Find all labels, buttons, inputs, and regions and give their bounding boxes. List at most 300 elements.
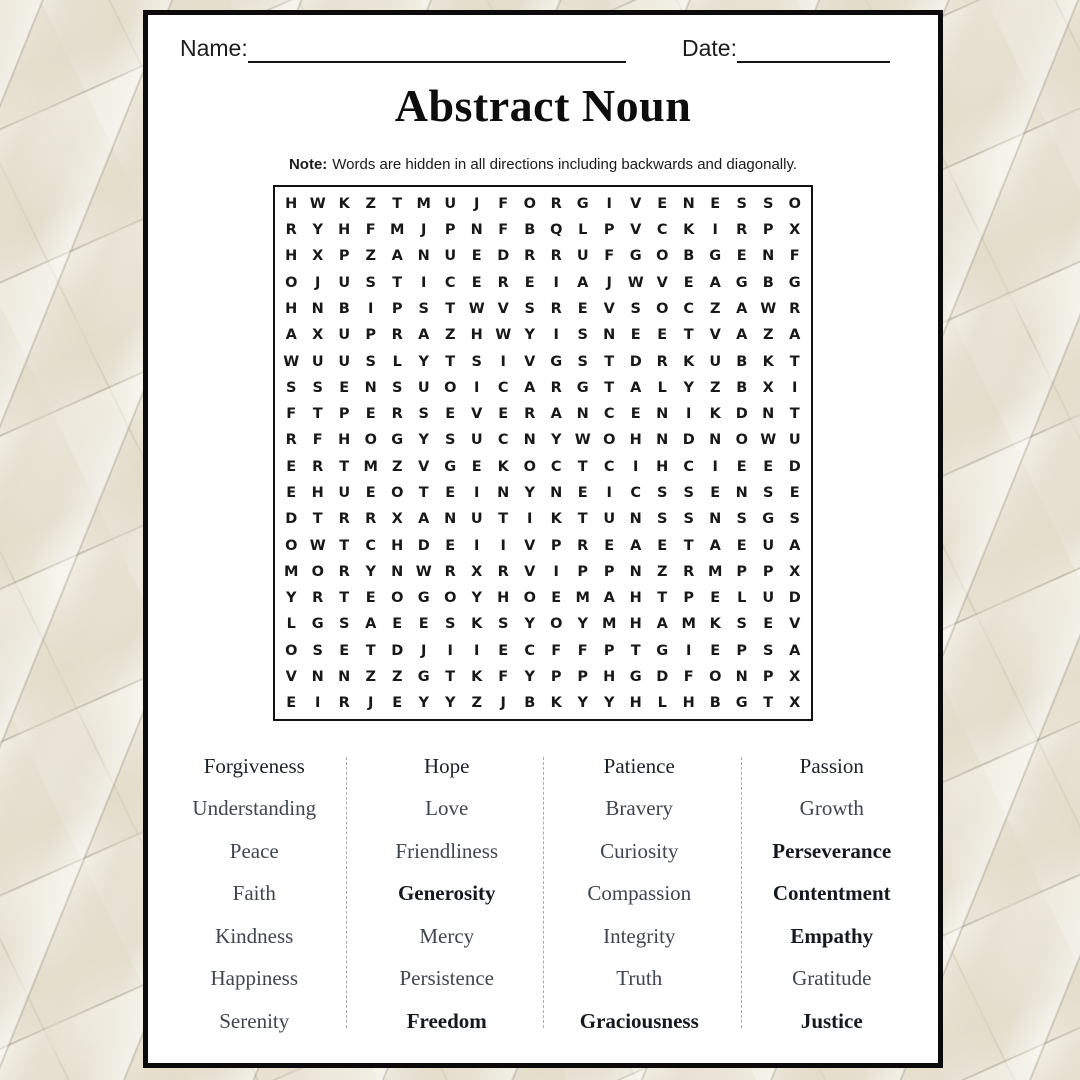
word-list-item: Generosity (397, 881, 496, 906)
word-list-item: Perseverance (772, 838, 892, 863)
grid-cell: T (683, 327, 694, 344)
grid-cell: E (710, 485, 721, 501)
grid-cell: Y (577, 695, 588, 712)
grid-cell: A (365, 616, 377, 633)
grid-cell: Y (524, 669, 535, 686)
grid-cell: K (550, 695, 562, 712)
grid-cell: N (391, 563, 404, 580)
word-list-item: Faith (232, 881, 276, 906)
grid-cell: V (471, 406, 483, 423)
grid-cell: Y (418, 353, 429, 370)
grid-cell: D (417, 537, 430, 554)
grid-cell: E (286, 458, 297, 475)
grid-cell: N (762, 248, 775, 265)
grid-cell: B (709, 695, 721, 712)
grid-cell: S (577, 327, 588, 344)
grid-cell: L (737, 590, 747, 607)
grid-cell: M (602, 616, 617, 633)
grid-cell: J (500, 695, 506, 712)
grid-cell: A (656, 616, 668, 633)
grid-cell: H (338, 222, 351, 239)
grid-cell: I (606, 485, 612, 501)
grid-cell: X (471, 563, 483, 580)
grid-cell: G (709, 248, 722, 265)
grid-cell: E (392, 616, 403, 633)
word-list-item: Gratitude (792, 966, 872, 991)
grid-cell: D (682, 432, 695, 449)
grid-cell: R (285, 222, 297, 239)
grid-cell: K (709, 406, 721, 423)
grid-cell: C (656, 222, 668, 239)
grid-cell: N (735, 485, 748, 501)
word-list-item: Growth (799, 796, 864, 821)
grid-cell: R (391, 406, 403, 423)
grid-cell: L (657, 379, 667, 396)
grid-cell: Y (524, 485, 535, 501)
grid-cell: K (471, 616, 483, 633)
grid-cell: N (550, 485, 563, 501)
grid-cell: R (391, 327, 403, 344)
grid-cell: E (763, 616, 774, 633)
grid-cell: B (736, 379, 748, 396)
grid-cell: I (633, 458, 639, 475)
grid-cell: S (577, 353, 588, 370)
word-list-item: Bravery (605, 796, 674, 821)
grid-cell: O (285, 537, 298, 554)
grid-cell: A (789, 327, 801, 344)
grid-cell: O (285, 642, 298, 659)
grid-cell: N (629, 563, 642, 580)
word-list-item: Hope (424, 753, 470, 778)
grid-cell: R (338, 511, 350, 528)
grid-cell: T (445, 353, 456, 370)
grid-cell: S (763, 642, 774, 659)
grid-cell: A (524, 379, 536, 396)
grid-cell: C (524, 642, 536, 659)
grid-cell: G (311, 616, 324, 633)
grid-cell: E (445, 406, 456, 423)
grid-cell: Y (445, 695, 456, 712)
grid-cell: Y (683, 379, 694, 396)
grid-cell: F (683, 669, 694, 686)
grid-cell: W (415, 563, 432, 580)
grid-cell: I (368, 300, 374, 317)
grid-cell: T (445, 669, 456, 686)
grid-cell: O (311, 563, 324, 580)
grid-cell: I (527, 511, 533, 528)
grid-cell: V (524, 537, 536, 554)
grid-cell: P (603, 222, 615, 239)
grid-row (278, 585, 808, 611)
grid-cell: G (444, 458, 457, 475)
grid-cell: E (445, 537, 456, 554)
grid-cell: E (657, 195, 668, 212)
header (148, 15, 938, 63)
grid-row (278, 532, 808, 558)
grid-cell: N (682, 195, 695, 212)
grid-cell: C (444, 274, 456, 291)
grid-cell: K (471, 669, 483, 686)
date-input-line[interactable] (737, 39, 890, 63)
grid-cell: J (421, 642, 427, 659)
grid-cell: W (283, 353, 300, 370)
grid-cell: G (656, 642, 669, 659)
grid-cell: A (630, 379, 642, 396)
grid-cell: N (709, 511, 722, 528)
grid-cell: J (315, 274, 321, 291)
grid-cell: Z (365, 669, 376, 686)
grid-cell: G (576, 379, 589, 396)
grid-cell: N (338, 669, 351, 686)
grid-cell: Y (551, 432, 562, 449)
word-list-item: Forgiveness (203, 753, 305, 778)
grid-cell: E (471, 274, 482, 291)
grid-cell: I (421, 274, 427, 291)
grid-cell: V (630, 195, 642, 212)
grid-cell: R (312, 590, 324, 607)
grid-cell: N (470, 222, 483, 239)
grid-row (278, 611, 808, 637)
grid-cell: N (444, 511, 457, 528)
grid-row (278, 454, 808, 480)
grid-row (278, 480, 808, 506)
grid-cell: B (683, 248, 695, 265)
grid-cell: N (629, 511, 642, 528)
grid-cell: B (524, 222, 536, 239)
grid-cell: R (550, 379, 562, 396)
grid-cell: X (789, 669, 801, 686)
grid-cell: M (681, 616, 696, 633)
grid-cell: I (712, 222, 718, 239)
word-list-item: Justice (800, 1008, 863, 1033)
grid-cell: K (338, 195, 350, 212)
grid-cell: E (471, 458, 482, 475)
grid-cell: N (311, 300, 324, 317)
grid-cell: U (762, 590, 775, 607)
grid-cell: D (735, 406, 748, 423)
word-list-item: Integrity (603, 923, 676, 948)
grid-cell: U (762, 537, 775, 554)
grid-cell: P (603, 642, 615, 659)
grid-cell: E (498, 406, 509, 423)
grid-cell: M (284, 563, 299, 580)
grid-cell: O (391, 485, 404, 501)
grid-cell: S (630, 300, 641, 317)
grid-cell: F (286, 406, 297, 423)
grid-cell: U (311, 353, 324, 370)
grid-cell: Z (391, 669, 403, 686)
grid-row (278, 243, 808, 269)
grid-row (278, 401, 808, 427)
grid-cell: A (789, 642, 801, 659)
grid-cell: T (312, 511, 323, 528)
grid-cell: C (365, 537, 377, 554)
grid-cell: R (736, 222, 748, 239)
grid-cell: C (683, 458, 695, 475)
word-list-item: Friendliness (395, 838, 499, 863)
grid-cell: T (418, 485, 429, 501)
grid-cell: N (762, 406, 775, 423)
grid-row (278, 506, 808, 532)
grid-row (278, 559, 808, 585)
grid-cell: L (578, 222, 588, 239)
grid-cell: T (657, 590, 668, 607)
grid-row (278, 375, 808, 401)
word-column (736, 745, 929, 1043)
grid-cell: T (392, 195, 403, 212)
grid-cell: V (630, 222, 642, 239)
grid-cell: G (417, 590, 430, 607)
grid-cell: V (789, 616, 801, 633)
grid-cell: S (763, 195, 774, 212)
grid-cell: E (736, 458, 747, 475)
grid-cell: Z (365, 195, 376, 212)
grid-cell: E (577, 485, 588, 501)
grid-cell: R (577, 537, 589, 554)
grid-cell: B (524, 695, 536, 712)
grid-row (278, 664, 808, 690)
grid-cell: P (365, 327, 377, 344)
grid-row (278, 217, 808, 243)
grid-cell: L (657, 695, 667, 712)
grid-cell: P (603, 563, 615, 580)
grid-cell: P (736, 563, 748, 580)
grid-row (278, 269, 808, 295)
grid-cell: P (683, 590, 695, 607)
grid-cell: R (550, 248, 562, 265)
worksheet-page (143, 10, 943, 1068)
grid-cell: S (736, 616, 747, 633)
grid-cell: D (629, 353, 642, 370)
grid-cell: K (497, 458, 509, 475)
grid-cell: D (391, 642, 404, 659)
grid-cell: O (523, 590, 536, 607)
grid-cell: W (574, 432, 591, 449)
grid-cell: A (736, 327, 748, 344)
grid-cell: N (523, 432, 536, 449)
grid-cell: S (524, 300, 535, 317)
grid-cell: S (339, 616, 350, 633)
grid-cell: F (789, 248, 800, 265)
grid-cell: S (392, 379, 403, 396)
grid-cell: C (550, 458, 562, 475)
grid-cell: R (285, 432, 297, 449)
grid-cell: V (603, 300, 615, 317)
grid-cell: E (710, 642, 721, 659)
grid-cell: E (392, 695, 403, 712)
grid-row (278, 427, 808, 453)
grid-cell: I (712, 458, 718, 475)
grid-cell: G (417, 669, 430, 686)
grid-cell: W (760, 300, 777, 317)
grid-cell: K (709, 616, 721, 633)
grid-cell: R (497, 563, 509, 580)
grid-cell: N (311, 669, 324, 686)
grid-cell: H (656, 458, 669, 475)
grid-cell: I (500, 353, 506, 370)
grid-cell: B (762, 274, 774, 291)
grid-cell: S (657, 485, 668, 501)
word-list-item: Persistence (399, 966, 494, 991)
grid-cell: Y (365, 563, 376, 580)
grid-cell: E (286, 695, 297, 712)
grid-cell: U (338, 353, 351, 370)
grid-cell: E (445, 485, 456, 501)
column-divider (543, 757, 544, 1029)
grid-cell: A (709, 537, 721, 554)
grid-cell: F (498, 669, 509, 686)
grid-cell: W (627, 274, 644, 291)
grid-cell: G (735, 274, 748, 291)
grid-cell: W (309, 537, 326, 554)
grid-cell: R (524, 406, 536, 423)
grid-cell: I (553, 327, 559, 344)
grid-cell: O (603, 432, 616, 449)
grid-cell: B (736, 353, 748, 370)
grid-cell: I (792, 379, 798, 396)
name-input-line[interactable] (248, 39, 626, 63)
grid-cell: D (497, 248, 510, 265)
grid-cell: Z (762, 327, 774, 344)
grid-cell: Z (365, 248, 376, 265)
grid-cell: I (606, 195, 612, 212)
grid-cell: E (286, 485, 297, 501)
grid-cell: S (498, 616, 509, 633)
grid-cell: E (736, 537, 747, 554)
grid-cell: I (686, 642, 692, 659)
grid-cell: D (788, 458, 801, 475)
grid-cell: P (391, 300, 403, 317)
grid-cell: X (391, 511, 403, 528)
grid-cell: D (285, 511, 298, 528)
grid-cell: Y (604, 695, 615, 712)
grid-cell: U (444, 195, 457, 212)
grid-cell: O (285, 274, 298, 291)
grid-cell: Y (524, 327, 535, 344)
grid-cell: H (285, 248, 298, 265)
grid-cell: O (523, 195, 536, 212)
grid-cell: C (603, 406, 615, 423)
grid-cell: T (498, 511, 509, 528)
grid-cell: P (762, 669, 774, 686)
grid-cell: C (683, 300, 695, 317)
grid-cell: N (417, 248, 430, 265)
grid-cell: T (577, 511, 588, 528)
grid-cell: A (577, 274, 589, 291)
grid-cell: G (391, 432, 404, 449)
word-list-item: Happiness (210, 966, 298, 991)
grid-cell: M (363, 458, 378, 475)
grid-cell: I (474, 642, 480, 659)
grid-cell: P (550, 669, 562, 686)
grid-cell: H (629, 695, 642, 712)
grid-cell: R (656, 353, 668, 370)
grid-cell: P (762, 222, 774, 239)
grid-cell: H (682, 695, 695, 712)
grid-cell: I (447, 642, 453, 659)
grid-cell: O (391, 590, 404, 607)
grid-cell: Z (391, 458, 403, 475)
grid-cell: U (576, 248, 589, 265)
grid-cell: Y (418, 695, 429, 712)
grid-cell: U (338, 274, 351, 291)
grid-cell: J (368, 695, 374, 712)
name-label: Name: (180, 35, 248, 61)
word-column (351, 745, 544, 1043)
grid-cell: R (338, 563, 350, 580)
grid-cell: L (286, 616, 296, 633)
grid-cell: I (553, 563, 559, 580)
grid-cell: T (789, 406, 800, 423)
grid-cell: R (789, 300, 801, 317)
grid-cell: A (550, 406, 562, 423)
name-field-group (180, 35, 626, 63)
grid-cell: K (550, 511, 562, 528)
grid-cell: G (788, 274, 801, 291)
grid-cell: E (630, 406, 641, 423)
grid-cell: R (497, 274, 509, 291)
word-list-item: Serenity (219, 1008, 290, 1033)
grid-cell: N (735, 669, 748, 686)
grid-row (278, 690, 808, 716)
word-list-item: Mercy (419, 923, 475, 948)
grid-cell: T (604, 379, 615, 396)
grid-cell: E (604, 537, 615, 554)
grid-cell: I (474, 485, 480, 501)
grid-cell: R (365, 511, 377, 528)
grid-cell: P (550, 537, 562, 554)
grid-cell: S (365, 274, 376, 291)
grid-cell: E (710, 590, 721, 607)
grid-cell: A (789, 537, 801, 554)
grid-cell: W (760, 432, 777, 449)
grid-cell: U (338, 327, 351, 344)
grid-cell: U (470, 432, 483, 449)
grid-cell: E (365, 590, 376, 607)
grid-cell: Z (444, 327, 456, 344)
word-list-item: Kindness (215, 923, 294, 948)
grid-cell: U (417, 379, 430, 396)
grid-cell: G (576, 195, 589, 212)
grid-cell: O (709, 669, 722, 686)
grid-cell: H (470, 327, 483, 344)
grid-cell: A (736, 300, 748, 317)
page-title: Abstract Noun (394, 79, 692, 131)
grid-cell: F (604, 248, 615, 265)
word-list-item: Understanding (192, 796, 317, 821)
word-list-item: Graciousness (579, 1008, 699, 1033)
grid-cell: H (285, 300, 298, 317)
grid-cell: J (474, 195, 480, 212)
grid-cell: I (315, 695, 321, 712)
grid-cell: G (629, 669, 642, 686)
grid-cell: O (788, 195, 801, 212)
grid-cell: A (418, 511, 430, 528)
grid-cell: E (763, 458, 774, 475)
grid-cell: T (312, 406, 323, 423)
grid-cell: H (629, 432, 642, 449)
grid-cell: I (553, 274, 559, 291)
grid-cell: P (577, 563, 589, 580)
grid-cell: X (789, 563, 801, 580)
word-list-item: Peace (229, 838, 279, 863)
grid-cell: S (312, 642, 323, 659)
grid-cell: V (656, 274, 668, 291)
word-list-item: Contentment (772, 881, 891, 906)
grid-cell: S (683, 485, 694, 501)
grid-cell: L (392, 353, 402, 370)
grid-cell: H (497, 590, 510, 607)
